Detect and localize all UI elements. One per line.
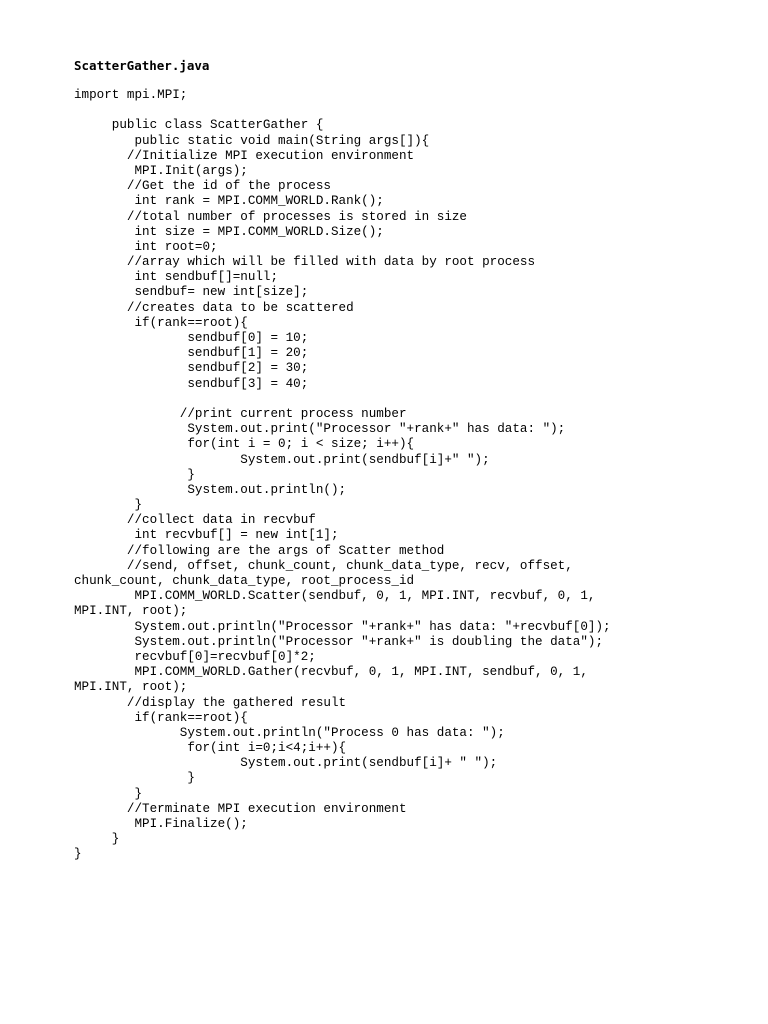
code-line: //Initialize MPI execution environment xyxy=(74,148,415,163)
code-block xyxy=(74,88,714,863)
code-line: chunk_count, chunk_data_type, root_process_id xyxy=(74,574,415,588)
document-title: ScatterGather.java xyxy=(74,58,210,73)
code-line: sendbuf[2] = 30; xyxy=(74,361,309,376)
code-line: public static void main(String args[]){ xyxy=(74,133,430,148)
code-line xyxy=(74,392,714,407)
code-line: recvbuf[0]=recvbuf[0]*2; xyxy=(74,649,316,664)
code-line: MPI.Init(args); xyxy=(74,163,248,178)
code-line: MPI.COMM_WORLD.Scatter(sendbuf, 0, 1, MPI.INT, recvbuf, 0, 1, xyxy=(74,589,596,604)
code-line: System.out.print("Processor "+rank+" has data: "); xyxy=(74,422,566,437)
code-line: } xyxy=(74,467,195,482)
code-line: sendbuf[1] = 20; xyxy=(74,346,309,361)
code-line: int rank = MPI.COMM_WORLD.Rank(); xyxy=(74,194,384,209)
code-line: } xyxy=(74,498,143,513)
code-line: int recvbuf[] = new int[1]; xyxy=(74,528,339,543)
code-line: System.out.println("Processor "+rank+" is doubling the data"); xyxy=(74,634,604,649)
code-line: //array which will be filled with data by root process xyxy=(74,255,536,270)
code-line xyxy=(74,103,714,118)
code-line: if(rank==root){ xyxy=(74,315,248,330)
code-line: } xyxy=(74,771,195,786)
code-line: MPI.Finalize(); xyxy=(74,817,248,831)
code-line: sendbuf[0] = 10; xyxy=(74,331,309,345)
code-line: //collect data in recvbuf xyxy=(74,513,316,528)
code-line: int size = MPI.COMM_WORLD.Size(); xyxy=(74,224,384,239)
code-line: if(rank==root){ xyxy=(74,710,248,725)
code-line: public class ScatterGather { xyxy=(74,118,324,133)
code-line: for(int i = 0; i < size; i++){ xyxy=(74,437,415,452)
code-line: int root=0; xyxy=(74,239,218,254)
code-line: } xyxy=(74,832,120,847)
code-line: MPI.INT, root); xyxy=(74,604,188,619)
code-line: for(int i=0;i<4;i++){ xyxy=(74,741,347,756)
code-line: } xyxy=(74,786,143,801)
code-line: import mpi.MPI; xyxy=(74,88,188,102)
code-line: System.out.println("Processor "+rank+" has data: "+recvbuf[0]); xyxy=(74,619,611,634)
code-line: MPI.INT, root); xyxy=(74,680,188,695)
code-line: //send, offset, chunk_count, chunk_data_type, recv, offset, xyxy=(74,558,573,573)
code-line: System.out.println("Process 0 has data: "); xyxy=(74,725,505,740)
code-line: System.out.print(sendbuf[i]+ " "); xyxy=(74,756,498,771)
code-line: //Terminate MPI execution environment xyxy=(74,801,407,816)
code-line: sendbuf[3] = 40; xyxy=(74,376,309,391)
code-line: //total number of processes is stored in size xyxy=(74,209,467,224)
code-line: int sendbuf[]=null; xyxy=(74,270,279,285)
code-line: System.out.println(); xyxy=(74,482,347,497)
code-line: //Get the id of the process xyxy=(74,179,331,194)
code-line: System.out.print(sendbuf[i]+" "); xyxy=(74,452,490,467)
code-line: //display the gathered result xyxy=(74,695,347,710)
code-line: MPI.COMM_WORLD.Gather(recvbuf, 0, 1, MPI.INT, sendbuf, 0, 1, xyxy=(74,665,588,680)
code-line: sendbuf= new int[size]; xyxy=(74,285,309,300)
code-line: } xyxy=(74,847,82,862)
code-line: //creates data to be scattered xyxy=(74,300,354,315)
code-line: //print current process number xyxy=(74,406,407,421)
code-line: //following are the args of Scatter method xyxy=(74,543,445,558)
